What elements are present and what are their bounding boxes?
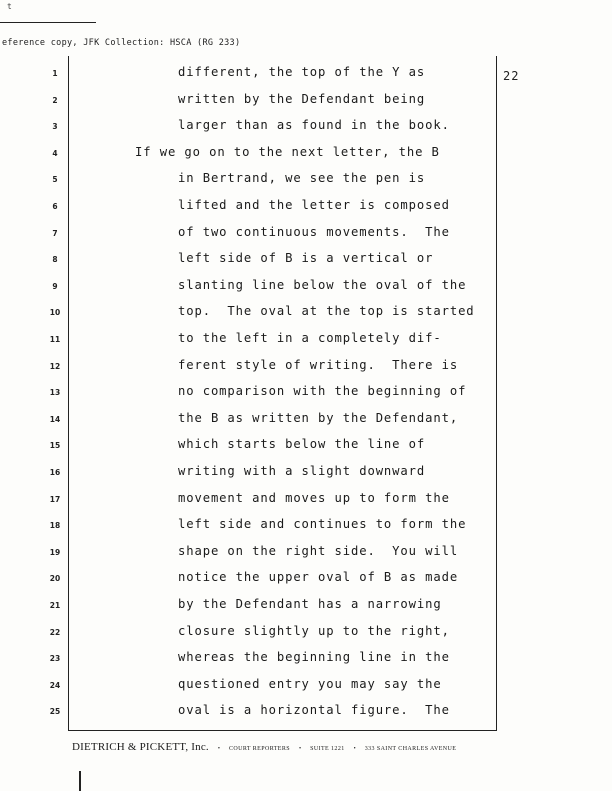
line-number: 11	[49, 335, 61, 344]
top-rule	[0, 22, 96, 23]
transcript-line: of two continuous movements. The	[178, 224, 450, 239]
line-number: 13	[49, 388, 61, 398]
transcript-line: left side of B is a vertical or	[178, 251, 434, 266]
footer-separator: •	[353, 746, 356, 752]
line-number: 23	[49, 654, 61, 664]
transcript-line: written by the Defendant being	[178, 91, 426, 106]
line-number: 25	[49, 707, 61, 717]
transcript-line: movement and moves up to form the	[178, 490, 450, 505]
transcript-line: writing with a slight downward	[178, 464, 426, 478]
line-number: 14	[49, 414, 61, 424]
line-number: 20	[49, 574, 61, 584]
line-number: 17	[49, 494, 61, 504]
transcript-line: notice the upper oval of B as made	[178, 570, 459, 585]
margin-mark	[79, 771, 81, 791]
corner-mark: t	[7, 2, 12, 11]
transcript-line: the B as written by the Defendant,	[178, 410, 459, 425]
suite-label: SUITE 1221	[310, 746, 345, 752]
line-number: 21	[49, 601, 61, 610]
transcript-line: no comparison with the beginning of	[178, 384, 467, 399]
line-number: 5	[52, 175, 58, 185]
transcript-line: If we go on to the next letter, the B	[135, 144, 440, 159]
footer-separator: •	[299, 746, 302, 752]
line-number: 24	[49, 680, 61, 690]
transcript-line: whereas the beginning line in the	[178, 650, 450, 665]
court-reporters-label: COURT REPORTERS	[229, 746, 291, 752]
line-number: 10	[49, 308, 61, 318]
transcript-line: ferent style of writing. There is	[178, 357, 459, 372]
line-number: 22	[49, 627, 61, 637]
transcript-line: slanting line below the oval of the	[178, 277, 467, 292]
line-number: 15	[49, 441, 61, 451]
reference-header: eference copy, JFK Collection: HSCA (RG 233)	[2, 38, 241, 48]
transcript-line: oval is a horizontal figure. The	[178, 703, 450, 718]
footer	[72, 737, 456, 755]
transcript-line: larger than as found in the book.	[178, 118, 450, 133]
transcript-line: in Bertrand, we see the pen is	[178, 171, 426, 186]
line-number: 6	[52, 202, 58, 211]
address-label: 333 SAINT CHARLES AVENUE	[364, 746, 457, 752]
transcript-line: lifted and the letter is composed	[178, 198, 450, 212]
line-number: 1	[52, 69, 58, 78]
line-number: 18	[49, 521, 61, 531]
firm-name: DIETRICH & PICKETT, Inc.	[72, 741, 209, 753]
line-number: 19	[49, 547, 61, 557]
transcript-line: shape on the right side. You will	[178, 543, 459, 558]
transcript-line: closure slightly up to the right,	[178, 623, 450, 638]
transcript-line: top. The oval at the top is started	[178, 304, 475, 319]
line-number: 7	[52, 228, 58, 238]
page-number: 22	[503, 69, 520, 83]
line-number: 12	[49, 361, 61, 371]
transcript-line: left side and continues to form the	[178, 517, 467, 532]
footer-separator: •	[217, 746, 220, 752]
line-number: 16	[49, 468, 61, 477]
transcript-line: questioned entry you may say the	[178, 676, 442, 691]
line-number: 2	[52, 95, 58, 105]
line-number: 4	[52, 148, 58, 158]
line-number: 8	[52, 255, 58, 265]
transcript-line: which starts below the line of	[178, 437, 426, 452]
transcript-line: by the Defendant has a narrowing	[178, 597, 442, 611]
transcript-line: to the left in a completely dif-	[178, 331, 442, 345]
transcript-line: different, the top of the Y as	[178, 65, 426, 79]
line-number: 3	[52, 122, 58, 132]
line-number: 9	[52, 281, 58, 291]
